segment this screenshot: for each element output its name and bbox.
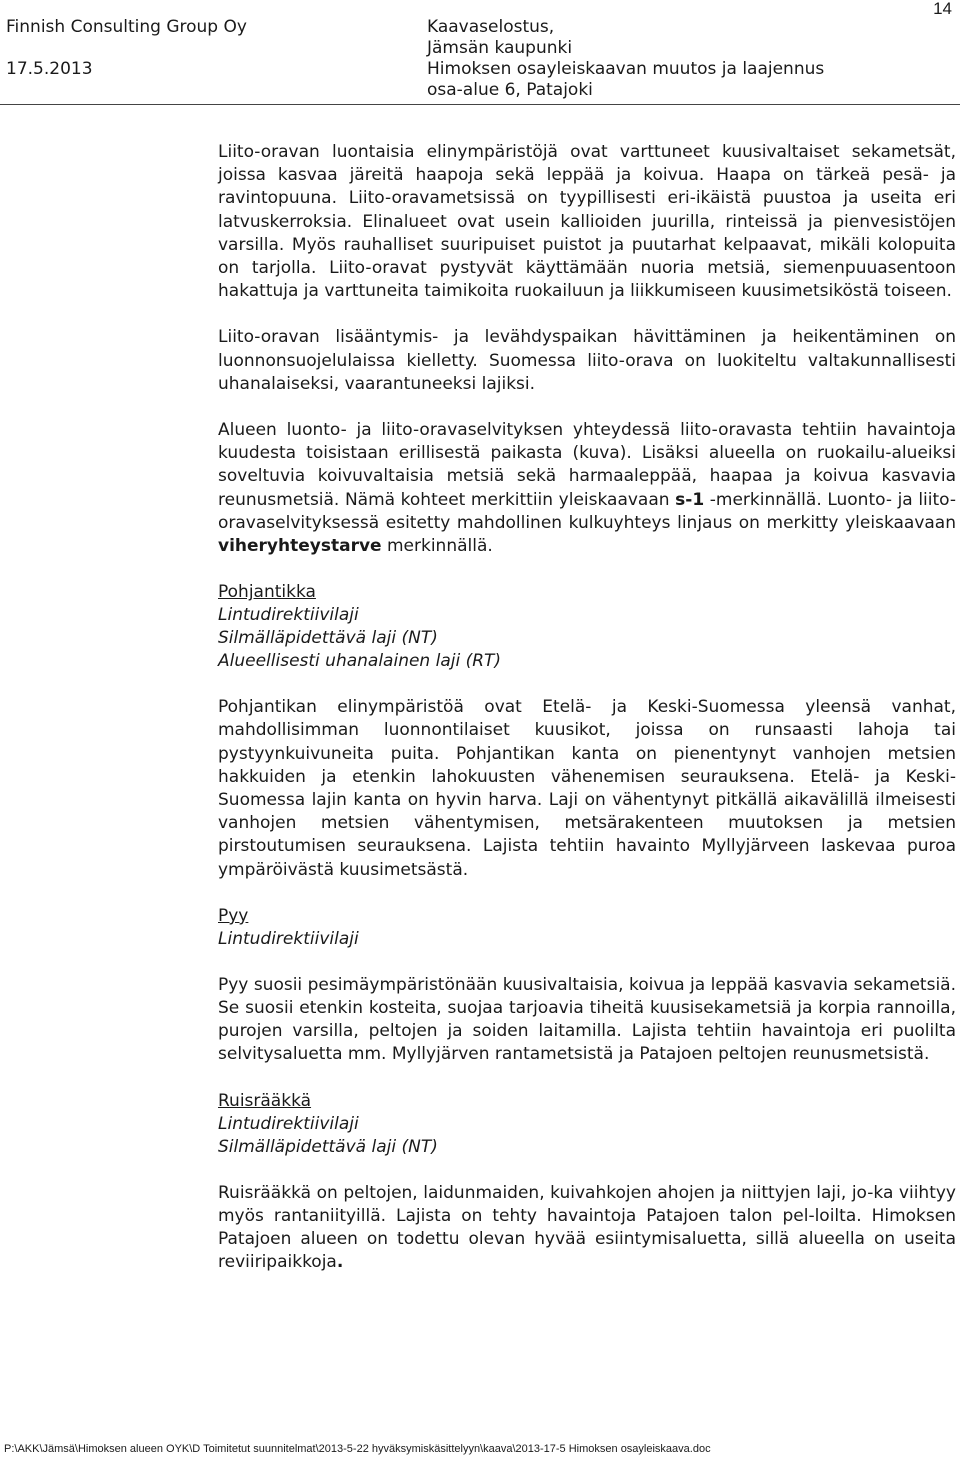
survey-text-3: merkinnällä. [381, 536, 493, 557]
species-name: Pyy [218, 905, 249, 926]
paragraph-protection: Liito-oravan lisääntymis- ja levähdyspaikan hävittäminen ja heikentäminen on luonnonsuojelulaissa kielletty. Suomessa liito-orava on luokiteltu valtakunnallisesti uhanalaiseksi, vaarantuneeksi lajiksi. [218, 327, 956, 394]
paragraph-pyy: Pyy suosii pesimäympäristönään kuusivaltaisia, koivua ja leppää kasvavia sekametsiä. Se suosii etenkin kosteita, suojaa tarjoavia tiheitä kuusisekametsiä ja korpia rannoilla, purojen varsilla, peltojen ja soiden laitamilla. Lajista tehtiin havaintoja eri puolilta selvitysaluetta mm. Myllyjärven rantametsistä ja Patajoen peltojen reunusmetsistä. [218, 974, 956, 1065]
paragraph-ruisrakka [218, 1182, 956, 1275]
ruisrakka-text: Ruisrääkkä on peltojen, laidunmaiden, kuivahkojen ahojen ja niittyjen laji, jo-ka viihtyy myös rantaniityillä. Lajista on tehty havaintoja Patajoen talon pel-loilta. Himoksen Patajoen alueen on todettu olevan hyvää esiintymisaluetta, sillä alueella on useita reviiripaikkoja [218, 1182, 956, 1273]
marking-s1: s-1 [675, 489, 705, 510]
header-municipality: Jämsän kaupunki [427, 38, 573, 58]
paragraph-pohjantikka: Pohjantikan elinympäristöä ovat Etelä- ja Keski-Suomessa yleensä vanhat, mahdollisimman luonnontilaiset kuusikot, joissa on runsaasti lahoja tai pystyynkuivuneita puita. Pohjantikan kanta on pienentynyt vanhojen metsien hakkuiden ja etenkin lahokuusten vähenemisen seurauksena. Etelä- ja Keski-Suomessa lajin kanta on hyvin harva. Laji on vähentynyt pitkällä aikavälillä ilmeisesti vanhojen metsien vähentymisen, metsärakenteen muutoksen ja metsien pirstoutumisen seurauksena. Lajista tehtiin havainto Myllyjärveen laskevaa puroa ympäröivästä kuusimetsästä. [218, 697, 956, 880]
header-divider [0, 104, 960, 105]
header-document-info [427, 16, 824, 100]
species-heading-ruisrakka [218, 1090, 956, 1159]
species-status: Silmälläpidettävä laji (NT) [218, 628, 438, 649]
species-heading-pyy [218, 905, 956, 951]
header-plan-title: Himoksen osayleiskaavan muutos ja laajennus [427, 59, 825, 79]
page-number: 14 [933, 0, 952, 18]
species-status: Silmälläpidettävä laji (NT) [218, 1136, 438, 1157]
header-report-type: Kaavaselostus, [427, 17, 555, 37]
species-status: Alueellisesti uhanalainen laji (RT) [218, 651, 502, 672]
species-name: Ruisrääkkä [218, 1090, 312, 1111]
header-plan-area: osa-alue 6, Patajoki [427, 80, 593, 100]
ruisrakka-text-end: . [336, 1252, 344, 1273]
marking-green-link: viheryhteystarve [218, 536, 382, 557]
header-company: Finnish Consulting Group Oy [6, 17, 247, 37]
species-status: Lintudirektiivilaji [218, 1113, 359, 1134]
page-content [218, 141, 956, 1298]
survey-text-1: Alueen luonto- ja liito-oravaselvityksen yhteydessä liito-oravasta tehtiin havaintoja kuudesta toisistaan erillisestä paikasta (kuva). Lisäksi alueella on ruokailu-alueiksi soveltuvia koivuvaltaisia metsiä sekä harmaaleppää, haapaa ja koivua kasvavia reunusmetsiä. Nämä kohteet merkittiin yleiskaavaan [218, 420, 956, 510]
footer-file-path: P:\AKK\Jämsä\Himoksen alueen OYK\D Toimitetut suunnitelmat\2013-5-22 hyväksymiskäsittelyyn\kaava\2013-17-5 Himoksen osayleiskaava.doc [4, 1443, 711, 1455]
species-status: Lintudirektiivilaji [218, 605, 359, 626]
species-name: Pohjantikka [218, 582, 316, 603]
paragraph-survey [218, 419, 956, 558]
header-date: 17.5.2013 [6, 59, 93, 79]
survey-text-2: -merkinnällä. Luonto- ja liito-oravaselvityksessä esitetty mahdollinen kulkuyhteys linjaus on merkitty yleiskaavaan [218, 489, 957, 533]
species-status: Lintudirektiivilaji [218, 928, 359, 949]
paragraph-habitat: Liito-oravan luontaisia elinympäristöjä ovat varttuneet kuusivaltaiset sekametsät, joissa kasvaa järeitä haapoja sekä leppää ja koivua. Haapa on tärkeä pesä- ja ravintopuuna. Liito-oravametsissä on tyypillisesti eri-ikäistä puustoa ja useita eri latvuskerroksia. Elinalueet ovat usein kallioiden juurilla, rinteissä ja pienvesistöjen varsilla. Myös rauhalliset suuripuiset puistot ja puutarhat kelpaavat, mikäli kolopuita on tarjolla. Liito-oravat pystyvät käyttämään nuoria metsiä, siemenpuuasentoon hakattuja ja varttuneita taimikoita ruokailuun ja liikkumiseen kuusimetsiköstä toiseen. [218, 142, 956, 302]
species-heading-pohjantikka [218, 581, 956, 673]
